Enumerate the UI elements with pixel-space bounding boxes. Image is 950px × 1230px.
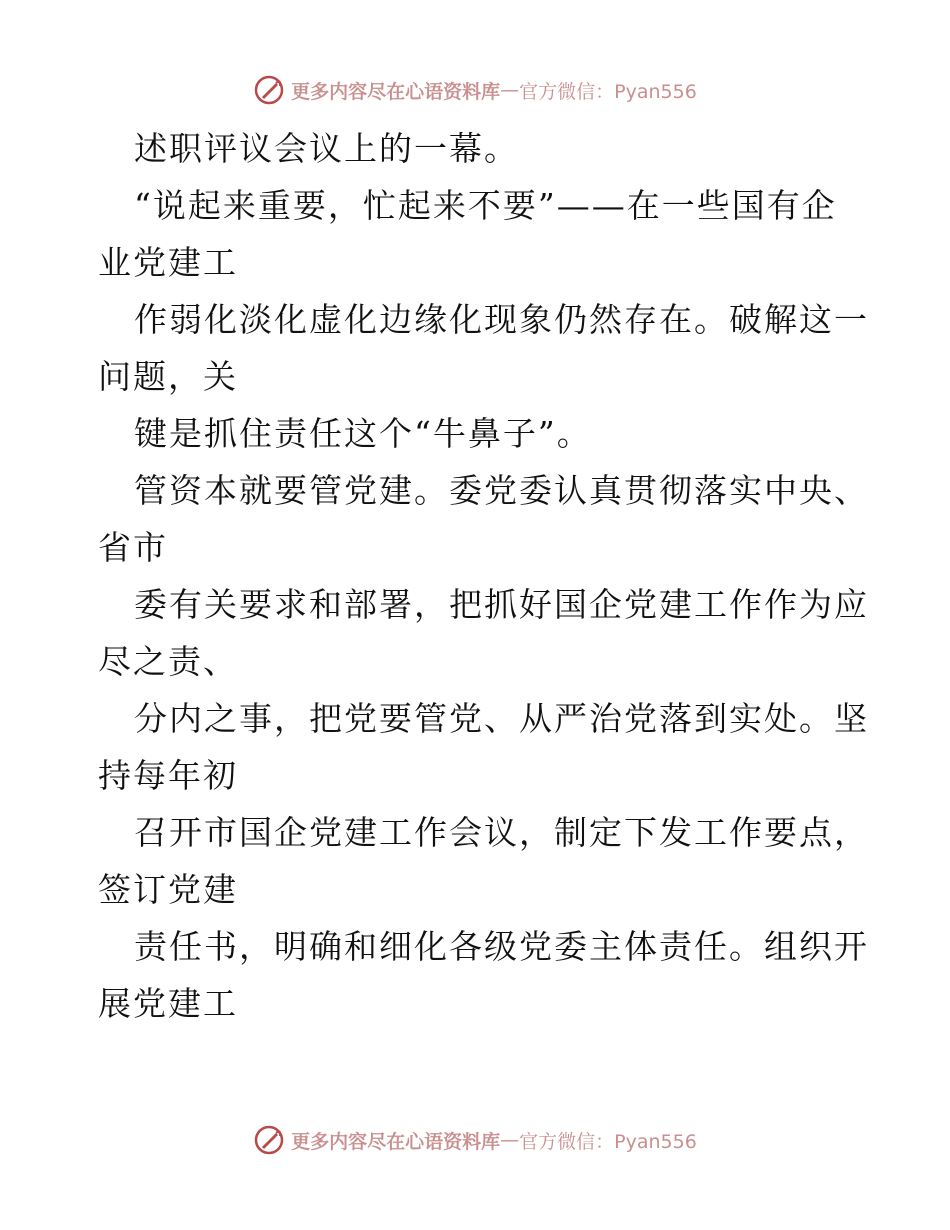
text-line: 展党建工 xyxy=(98,984,238,1023)
header-watermark xyxy=(0,70,950,110)
text-line: 委有关要求和部署，把抓好国企党建工作作为应 xyxy=(134,585,869,624)
text-line: 问题，关 xyxy=(98,357,238,396)
text-line: 签订党建 xyxy=(98,870,238,909)
quill-logo-icon xyxy=(253,1124,285,1156)
text-line: 键是抓住责任这个“牛鼻子”。 xyxy=(134,414,592,453)
watermark-sub-text: 官方微信：Pyan556 xyxy=(519,80,697,103)
text-line: 尽之责、 xyxy=(98,642,238,681)
text-line: 作弱化淡化虚化边缘化现象仍然存在。破解这一 xyxy=(134,300,869,339)
watermark-dash: — xyxy=(500,1129,520,1151)
quill-logo-icon xyxy=(253,74,285,106)
document-body xyxy=(98,120,868,1032)
watermark-dash: — xyxy=(500,79,520,101)
text-line: 述职评议会议上的一幕。 xyxy=(134,129,519,168)
text-line: 责任书，明确和细化各级党委主体责任。组织开 xyxy=(134,927,869,966)
watermark-sub-text: 官方微信：Pyan556 xyxy=(519,1130,697,1153)
text-line: 省市 xyxy=(98,528,168,567)
text-line: 分内之事，把党要管党、从严治党落到实处。坚 xyxy=(134,699,869,738)
watermark-main-text: 更多内容尽在心语资料库 xyxy=(291,80,501,103)
text-line: 召开市国企党建工作会议，制定下发工作要点， xyxy=(134,813,869,852)
text-line: 管资本就要管党建。委党委认真贯彻落实中央、 xyxy=(134,471,869,510)
footer-watermark xyxy=(0,1120,950,1160)
text-line: 持每年初 xyxy=(98,756,238,795)
watermark-main-text: 更多内容尽在心语资料库 xyxy=(291,1130,501,1153)
text-line: 业党建工 xyxy=(98,243,238,282)
text-line: “说起来重要，忙起来不要”——在一些国有企 xyxy=(134,186,837,225)
